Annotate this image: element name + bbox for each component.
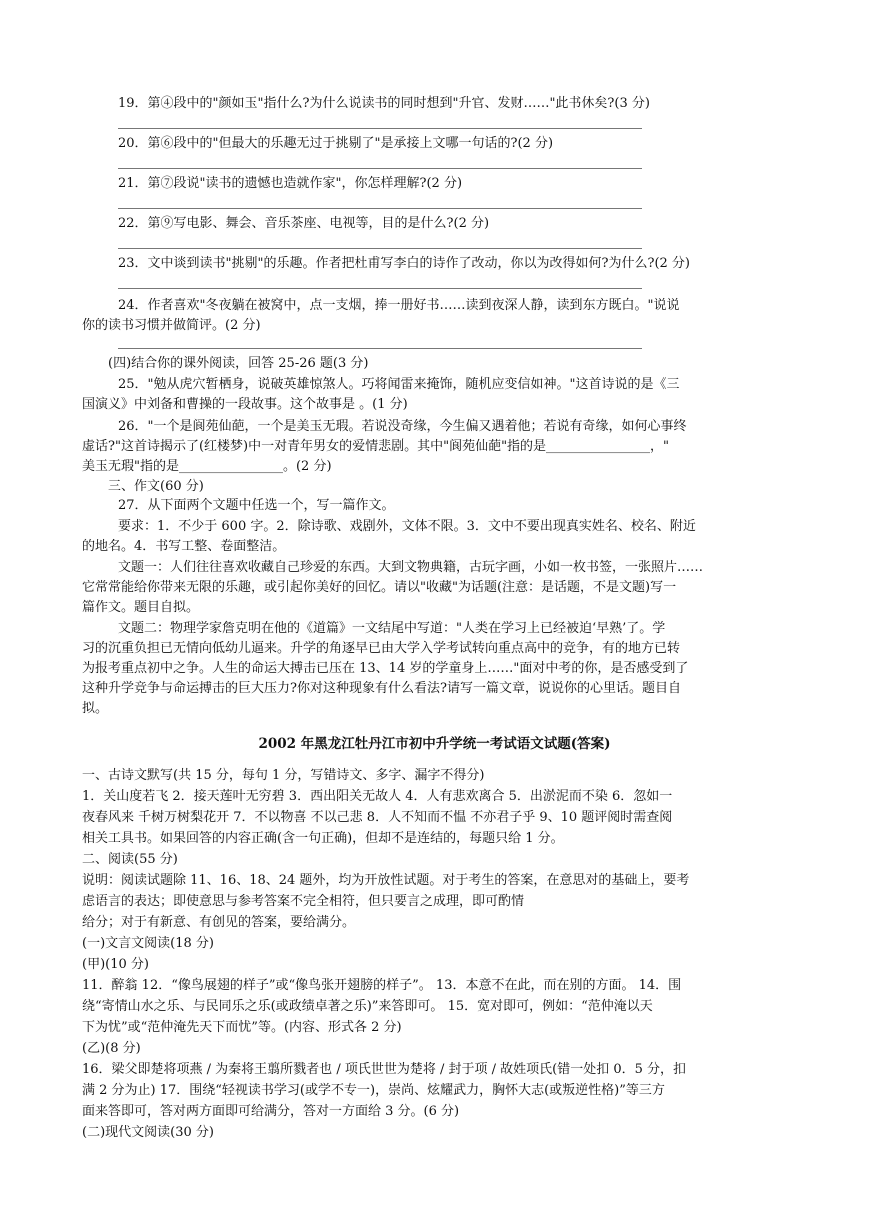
answer-line-19 [118,128,642,129]
answer-line-20 [118,168,642,169]
answers-section2-heading: 二、阅读(55 分) [82,852,178,867]
question-23: 23．文中谈到读书"挑剔"的乐趣。作者把杜甫写李白的诗作了改动，你以为改得如何?为什么?(2 分) [118,256,690,271]
answers-modern-heading: (二)现代文阅读(30 分) [82,1125,214,1140]
answers-note-line-2: 虑语言的表达；即使意思与参考答案不完全相符，但只要言之成理，即可酌情 [82,894,525,909]
answers-yi-line-2: 满 2 分为止) 17．围绕“轻视读书学习(或学不专一)，崇尚、炫耀武力，胸怀大志(或叛逆性格)”等三方 [82,1083,665,1098]
requirements-line-1: 要求：1．不少于 600 字。2．除诗歌、戏剧外，文体不限。3．文中不要出现真实姓名、校名、附近 [118,519,696,534]
topic1-line-2: 它常常能给你带来无限的乐趣，或引起你美好的回忆。请以"收藏"为话题(注意：是话题，不是文题)写一 [82,580,677,595]
answers-classical-heading: (一)文言文阅读(18 分) [82,936,214,951]
question-26-line-1: 26．"一个是阆苑仙葩，一个是美玉无瑕。若说没奇缘，今生偏又遇着他；若说有奇缘，如何心事终 [118,419,687,434]
answer-line-21 [118,208,642,209]
topic1-line-3: 篇作文。题目自拟。 [82,600,200,615]
answer-line-24 [118,348,642,349]
answers-yi-line-3: 面来答即可，答对两方面即可给满分，答对一方面给 3 分。(6 分) [82,1104,460,1119]
answers-jia-line-1: 11．醉翁 12．“像鸟展翅的样子”或“像鸟张开翅膀的样子”。 13．本意不在此，而在别的方面。 14．围 [82,978,682,993]
topic2-line-1: 文题二：物理学家詹克明在他的《道篇》一文结尾中写道："人类在学习上已经被迫‘早熟’了。学 [118,621,666,636]
topic2-line-5: 拟。 [82,701,109,716]
part4-heading: (四)结合你的课外阅读，回答 25-26 题(3 分) [108,356,369,371]
part3-heading: 三、作文(60 分) [108,479,204,494]
answers-yi-line-1: 16．梁父即楚将项燕 / 为秦将王翦所戮者也 / 项氏世世为楚将 / 封于项 / 故姓项氏(错一处扣 0．5 分，扣 [82,1062,686,1077]
question-22: 22．第⑨写电影、舞会、音乐茶座、电视等，目的是什么?(2 分) [118,216,490,231]
question-21: 21．第⑦段说"读书的遗憾也造就作家"，你怎样理解?(2 分) [118,176,463,191]
question-26-line-2: 虚话?"这首诗揭示了(红楼梦)中一对青年男女的爱情悲剧。其中"阆苑仙葩"指的是________________，" [82,439,670,454]
answers-section1-heading: 一、古诗文默写(共 15 分，每句 1 分，写错诗文、多字、漏字不得分) [82,768,485,783]
question-27: 27．从下面两个文题中任选一个，写一篇作文。 [118,498,395,513]
question-20: 20．第⑥段中的"但最大的乐趣无过于挑剔了"是承接上文哪一句话的?(2 分) [118,136,554,151]
question-24-line-2: 你的读书习惯并做简评。(2 分) [82,318,261,333]
answers-note-line-3: 给分；对于有新意、有创见的答案，要给满分。 [82,915,356,930]
answers-section1-line-1: 1．关山度若飞 2．接天莲叶无穷碧 3．西出阳关无故人 4．人有悲欢离合 5．出淤泥而不染 6．忽如一 [82,789,673,804]
answer-line-23 [118,288,642,289]
topic1-line-1: 文题一：人们往往喜欢收藏自己珍爱的东西。大到文物典籍，古玩字画，小如一枚书签，一张照片…… [118,560,704,575]
requirements-line-2: 的地名。4．书写工整、卷面整洁。 [82,539,286,554]
topic2-line-2: 习的沉重负担已无情向低幼儿逼来。升学的角逐早已由大学入学考试转向重点高中的竞争，有的地方已转 [82,641,681,656]
topic2-line-4: 这种升学竞争与命运搏击的巨大压力?你对这种现象有什么看法?请写一篇文章，说说你的心里话。题目自 [82,681,681,696]
question-24-line-1: 24．作者喜欢"冬夜躺在被窝中，点一支烟，捧一册好书……读到夜深人静，读到东方既白。"说说 [118,298,680,313]
question-25-line-1: 25．"勉从虎穴暂栖身，说破英雄惊煞人。巧将闻雷来掩饰，随机应变信如神。"这首诗说的是《三 [118,377,680,392]
answers-jia-line-2: 绕“寄情山水之乐、与民同乐之乐(或政绩卓著之乐)”来答即可。 15．宽对即可，例如：“范仲淹以天 [82,999,653,1014]
answers-title: 2002 年黑龙江牡丹江市初中升学统一考试语文试题(答案) [258,736,611,752]
answers-section1-line-2: 夜春风来 千树万树梨花开 7．不以物喜 不以己悲 8．人不知而不愠 不亦君子乎 9、10 题评阅时需查阅 [82,810,673,825]
answers-note-line-1: 说明：阅读试题除 11、16、18、24 题外，均为开放性试题。对于考生的答案，在意思对的基础上，要考 [82,873,690,888]
question-26-line-3: 美玉无瑕"指的是________________。(2 分) [82,459,332,474]
answer-line-22 [118,248,642,249]
answers-jia-heading: (甲)(10 分) [82,957,149,972]
topic2-line-3: 为报考重点初中之争。人生的命运大搏击已压在 13、14 岁的学童身上……"面对中考的你，是否感受到了 [82,661,689,676]
question-19: 19．第④段中的"颜如玉"指什么?为什么说读书的同时想到"升官、发财……"此书休矣?(3 分) [118,96,650,111]
question-25-line-2: 国演义》中刘备和曹操的一段故事。这个故事是 。(1 分) [82,397,408,412]
answers-section1-line-3: 相关工具书。如果回答的内容正确(含一句正确)，但却不是连结的，每题只给 1 分。 [82,831,564,846]
answers-jia-line-3: 下为忧”或“范仲淹先天下而忧”等。(内容、形式各 2 分) [82,1020,402,1035]
answers-yi-heading: (乙)(8 分) [82,1041,141,1056]
